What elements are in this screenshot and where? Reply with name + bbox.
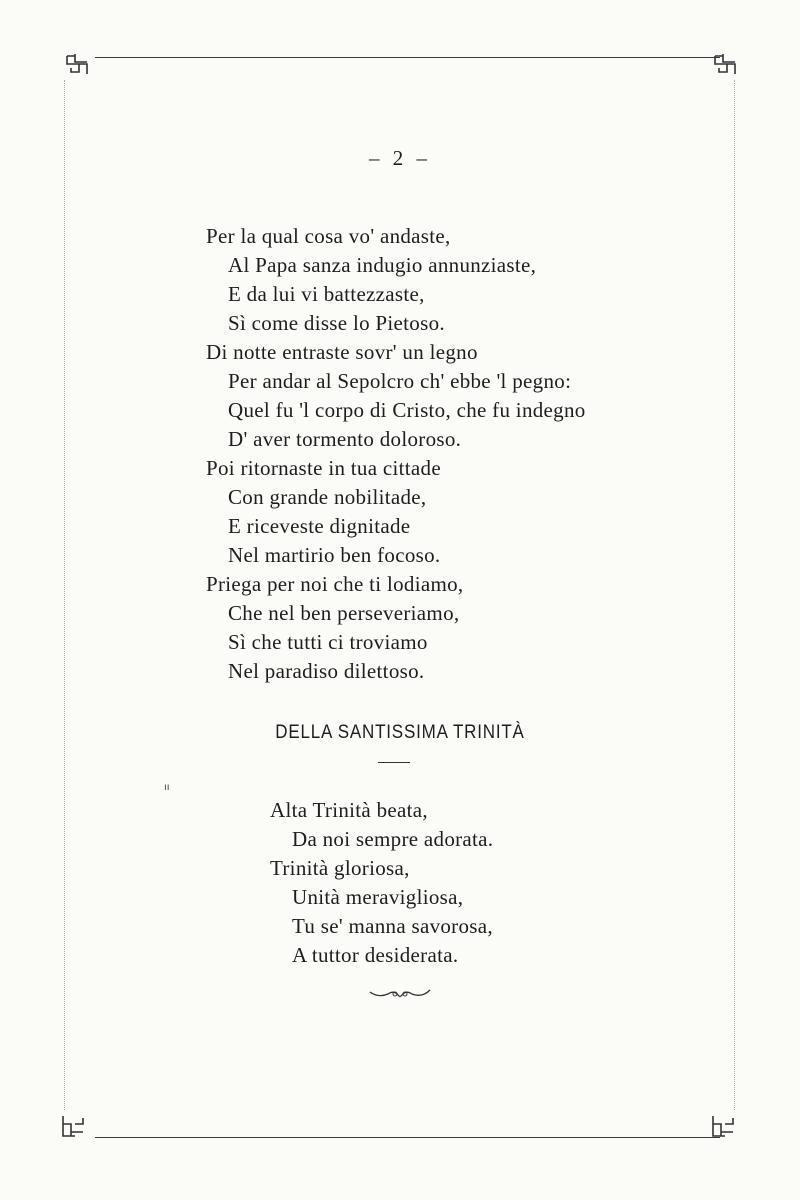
poem-line: Nel martirio ben focoso. (228, 543, 441, 567)
poem-line: Trinità gloriosa, (270, 856, 410, 880)
poem-line: Con grande nobilitade, (228, 485, 427, 509)
poem-line: Quel fu 'l corpo di Cristo, che fu indegno (228, 398, 586, 422)
section-heading: DELLA SANTISSIMA TRINITÀ (275, 720, 525, 743)
poem-line: Per andar al Sepolcro ch' ebbe 'l pegno: (228, 369, 572, 393)
tailpiece-ornament-icon (368, 986, 432, 1002)
heading-dash-divider (378, 762, 410, 763)
poem-line: Tu se' manna savorosa, (292, 914, 493, 938)
poem-line: D' aver tormento doloroso. (228, 427, 462, 451)
poem-line: Che nel ben perseveriamo, (228, 601, 460, 625)
corner-ornament-bottom-right-icon (710, 1112, 736, 1138)
corner-ornament-top-left-icon (64, 52, 90, 78)
corner-ornament-bottom-left-icon (60, 1112, 86, 1138)
poem-line: E riceveste dignitade (228, 514, 411, 538)
corner-ornament-top-right-icon (712, 52, 738, 78)
poem-line: Al Papa sanza indugio annunziaste, (228, 253, 537, 277)
poem-stanza-1 (206, 222, 586, 686)
poem-line: Per la qual cosa vo' andaste, (206, 224, 451, 248)
poem-line: Sì che tutti ci troviamo (228, 630, 428, 654)
poem-line: Unità meravigliosa, (292, 885, 464, 909)
poem-line: Priega per noi che ti lodiamo, (206, 572, 464, 596)
poem-line: A tuttor desiderata. (292, 943, 459, 967)
margin-mark: ıı (164, 782, 170, 793)
poem-line: Da noi sempre adorata. (292, 827, 494, 851)
poem-line: Alta Trinità beata, (270, 798, 428, 822)
top-border-rule (95, 57, 720, 58)
left-border-trace (64, 80, 65, 1110)
right-border-trace (734, 80, 735, 1110)
poem-line: E da lui vi battezzaste, (228, 282, 425, 306)
poem-stanza-2 (270, 796, 493, 970)
poem-line: Sì come disse lo Pietoso. (228, 311, 445, 335)
page-number: – 2 – (369, 146, 431, 170)
poem-line: Nel paradiso dilettoso. (228, 659, 425, 683)
bottom-border-rule (95, 1137, 720, 1138)
poem-line: Di notte entraste sovr' un legno (206, 340, 478, 364)
poem-line: Poi ritornaste in tua cittade (206, 456, 441, 480)
